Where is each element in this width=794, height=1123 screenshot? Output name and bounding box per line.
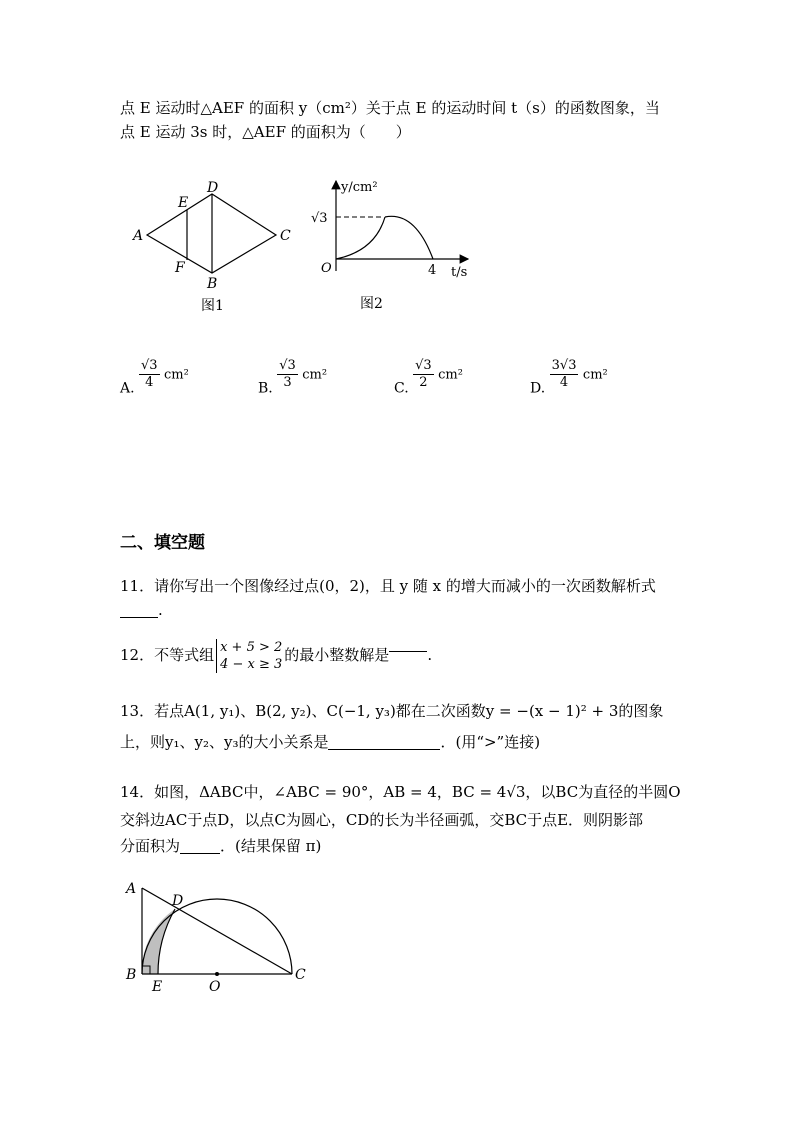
option-c-den: 2: [419, 375, 428, 390]
y-axis-label: y/cm²: [341, 180, 378, 195]
figure-1-caption: 图1: [201, 298, 224, 314]
option-d-fraction: [550, 358, 579, 391]
q12-line: [120, 635, 432, 673]
label-o: O: [209, 979, 221, 995]
origin-label: O: [321, 261, 332, 276]
x-axis-label: t/s: [451, 265, 468, 280]
q13-line2-prefix: 上，则y₁、y₂、y₃的大小关系是: [120, 733, 329, 751]
option-d-unit: cm²: [582, 367, 608, 383]
option-b-num: √3: [279, 358, 296, 373]
section-title-fill-in: 二、填空题: [120, 533, 205, 553]
q13-line1: 13．若点A(1, y₁)、B(2, y₂)、C(−1, y₃)都在二次函数y = −(x − 1)² + 3的图象: [120, 702, 664, 720]
option-c-unit: cm²: [438, 367, 463, 383]
figure-2-caption: 图2: [360, 296, 383, 312]
figure-q14-semicircle: [118, 878, 318, 998]
x-tick-4: 4: [428, 263, 437, 278]
q14-line1: 14．如图，ΔABC中，∠ABC = 90°，AB = 4，BC = 4√3，以BC为直径的半圆O: [120, 783, 681, 801]
label-b: B: [126, 967, 137, 983]
q11-tail: .: [158, 601, 163, 619]
option-a-den: 4: [145, 375, 154, 390]
option-d-num: 3√3: [551, 358, 577, 373]
label-d: D: [207, 180, 219, 196]
q13-line2: [120, 731, 540, 753]
y-tick-sqrt3: √3: [311, 211, 328, 226]
option-b[interactable]: [258, 358, 327, 397]
q14-line3: [120, 835, 321, 857]
option-c-fraction: [413, 358, 434, 391]
option-a-fraction: [139, 358, 160, 391]
q12-ineq2: 4 − x ≥ 3: [220, 657, 283, 672]
label-e: E: [152, 979, 163, 995]
q13-line2-suffix: ．(用“>”连接): [440, 733, 541, 751]
option-a[interactable]: [120, 358, 189, 397]
option-b-letter: B.: [258, 380, 273, 397]
label-c: C: [280, 228, 291, 244]
q14-line2: 交斜边AC于点D，以点C为圆心，CD的长为半径画弧，交BC于点E．则阴影部: [120, 811, 644, 829]
option-b-den: 3: [283, 375, 292, 390]
q11-blank[interactable]: [120, 601, 158, 618]
option-b-fraction: [277, 358, 298, 391]
q12-prefix: 12．不等式组: [120, 646, 215, 664]
q14-line3-prefix: 分面积为: [120, 837, 181, 855]
option-c-num: √3: [415, 358, 432, 373]
q10-line1: 点 E 运动时△AEF 的面积 y（cm²）关于点 E 的运动时间 t（s）的函数图象，当: [120, 99, 660, 117]
figure-1-rhombus: [125, 178, 300, 318]
figure-2-graph: [305, 175, 480, 318]
q14-line3-suffix: ．(结果保留 π): [220, 837, 322, 855]
label-a: A: [126, 881, 137, 897]
label-a: A: [133, 228, 144, 244]
option-d-den: 4: [559, 375, 569, 390]
q12-suffix: 的最小整数解是: [284, 646, 390, 664]
q10-line2: 点 E 运动 3s 时，△AEF 的面积为（ ）: [120, 123, 411, 141]
option-a-num: √3: [141, 358, 158, 373]
option-a-unit: cm²: [164, 367, 189, 383]
semicircle-o: [142, 899, 292, 974]
label-e: E: [178, 195, 189, 211]
center-point-o: [215, 972, 219, 976]
option-c[interactable]: [394, 358, 463, 397]
label-c: C: [295, 967, 306, 983]
curve-rising: [336, 217, 385, 259]
option-d-letter: D.: [530, 380, 546, 397]
label-f: F: [175, 260, 185, 276]
label-b: B: [207, 276, 218, 292]
q11-answer-line: [120, 599, 163, 621]
q11-text: 11．请你写出一个图像经过点(0，2)，且 y 随 x 的增大而减小的一次函数解析式: [120, 577, 656, 595]
q12-blank[interactable]: [389, 635, 427, 652]
option-b-unit: cm²: [302, 367, 328, 383]
curve-falling: [385, 216, 433, 259]
q13-blank[interactable]: [328, 733, 440, 750]
option-d[interactable]: [530, 358, 608, 397]
q12-ineq1: x + 5 > 2: [220, 640, 283, 655]
q14-blank[interactable]: [180, 837, 220, 854]
q12-tail: .: [427, 646, 433, 664]
option-c-letter: C.: [394, 380, 409, 397]
q12-inequality-system: [216, 639, 282, 673]
option-a-letter: A.: [120, 380, 135, 397]
label-d: D: [172, 893, 184, 909]
